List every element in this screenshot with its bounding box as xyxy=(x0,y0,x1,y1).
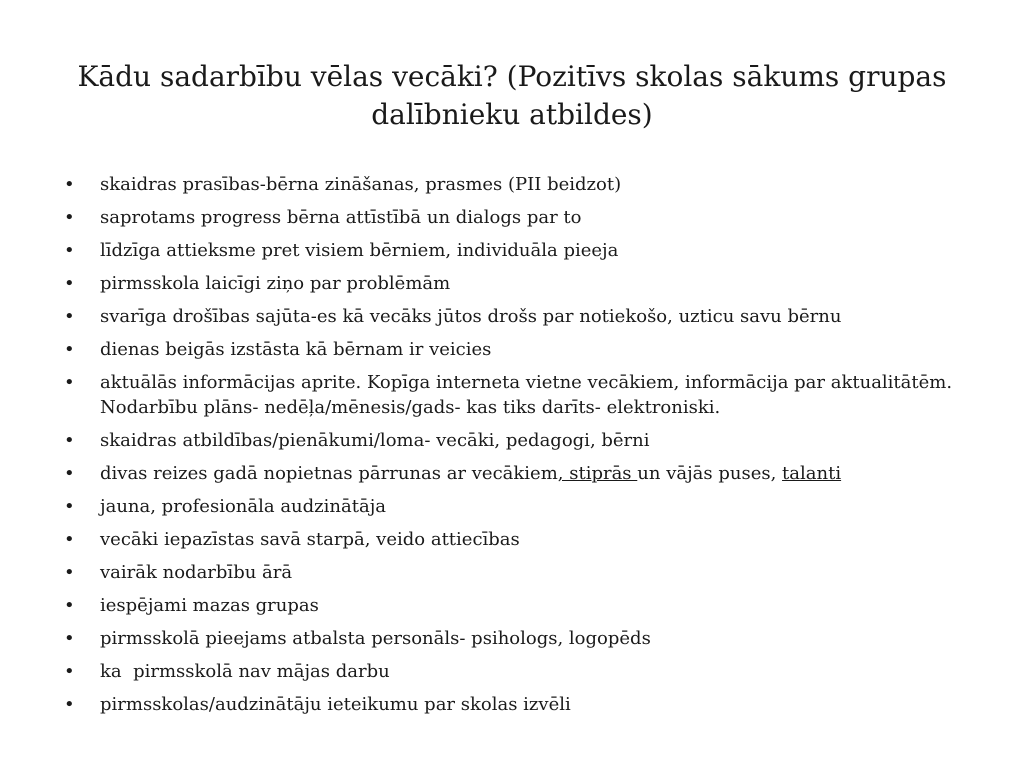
bullet-marker: • xyxy=(64,240,75,261)
list-item xyxy=(0,271,1024,296)
bullet-marker: • xyxy=(64,174,75,195)
list-item xyxy=(0,659,1024,684)
list-item xyxy=(0,626,1024,651)
bullet-text: skaidras atbildības/pienākumi/loma- vecāki, pedagogi, bērni xyxy=(100,430,650,451)
bullet-text: saprotams progress bērna attīstībā un dialogs par to xyxy=(100,207,582,228)
bullet-text-part: un vājās puses, xyxy=(637,463,783,484)
bullet-marker: • xyxy=(64,339,75,360)
list-item xyxy=(0,461,1024,486)
list-item xyxy=(0,337,1024,362)
bullet-marker: • xyxy=(64,372,75,393)
bullet-marker: • xyxy=(64,306,75,327)
bullet-list xyxy=(0,172,1024,725)
bullet-marker: • xyxy=(64,496,75,517)
bullet-text-underlined: , stiprās xyxy=(557,463,638,484)
list-item xyxy=(0,428,1024,453)
bullet-marker: • xyxy=(64,430,75,451)
bullet-text-underlined: talanti xyxy=(782,463,842,484)
bullet-text: vairāk nodarbību ārā xyxy=(100,562,293,583)
bullet-text: aktuālās informācijas aprite. Kopīga interneta vietne vecākiem, informācija par aktualitātēm. Nodarbību plāns- nedēļa/mēnesis/gads- kas tiks darīts- elektroniski. xyxy=(100,372,953,418)
slide-title: Kādu sadarbību vēlas vecāki? (Pozitīvs skolas sākums grupas dalībnieku atbildes) xyxy=(77,60,947,131)
bullet-text: pirmsskola laicīgi ziņo par problēmām xyxy=(100,273,451,294)
bullet-text: vecāki iepazīstas savā starpā, veido attiecības xyxy=(100,529,520,550)
list-item xyxy=(0,593,1024,618)
list-item xyxy=(0,205,1024,230)
bullet-text: skaidras prasības-bērna zināšanas, prasmes (PII beidzot) xyxy=(100,174,622,195)
bullet-text: pirmsskolā pieejams atbalsta personāls- psihologs, logopēds xyxy=(100,628,651,649)
bullet-text: dienas beigās izstāsta kā bērnam ir veicies xyxy=(100,339,492,360)
list-item xyxy=(0,560,1024,585)
bullet-marker: • xyxy=(64,595,75,616)
list-item xyxy=(0,172,1024,197)
bullet-text: līdzīga attieksme pret visiem bērniem, individuāla pieeja xyxy=(100,240,619,261)
bullet-text: svarīga drošības sajūta-es kā vecāks jūtos drošs par notiekošo, uzticu savu bērnu xyxy=(100,306,842,327)
bullet-text-part: divas reizes gadā nopietnas pārrunas ar vecākiem xyxy=(100,463,558,484)
bullet-text: ka pirmsskolā nav mājas darbu xyxy=(100,661,390,682)
bullet-marker: • xyxy=(64,628,75,649)
list-item xyxy=(0,238,1024,263)
list-item xyxy=(0,494,1024,519)
bullet-marker: • xyxy=(64,529,75,550)
bullet-text: iespējami mazas grupas xyxy=(100,595,319,616)
bullet-marker: • xyxy=(64,562,75,583)
bullet-marker: • xyxy=(64,273,75,294)
list-item xyxy=(0,692,1024,717)
bullet-text: jauna, profesionāla audzinātāja xyxy=(100,496,387,517)
bullet-marker: • xyxy=(64,463,75,484)
list-item xyxy=(0,527,1024,552)
list-item xyxy=(0,370,1024,420)
bullet-marker: • xyxy=(64,207,75,228)
bullet-marker: • xyxy=(64,694,75,715)
bullet-marker: • xyxy=(64,661,75,682)
bullet-text: pirmsskolas/audzinātāju ieteikumu par skolas izvēli xyxy=(100,694,571,715)
list-item xyxy=(0,304,1024,329)
